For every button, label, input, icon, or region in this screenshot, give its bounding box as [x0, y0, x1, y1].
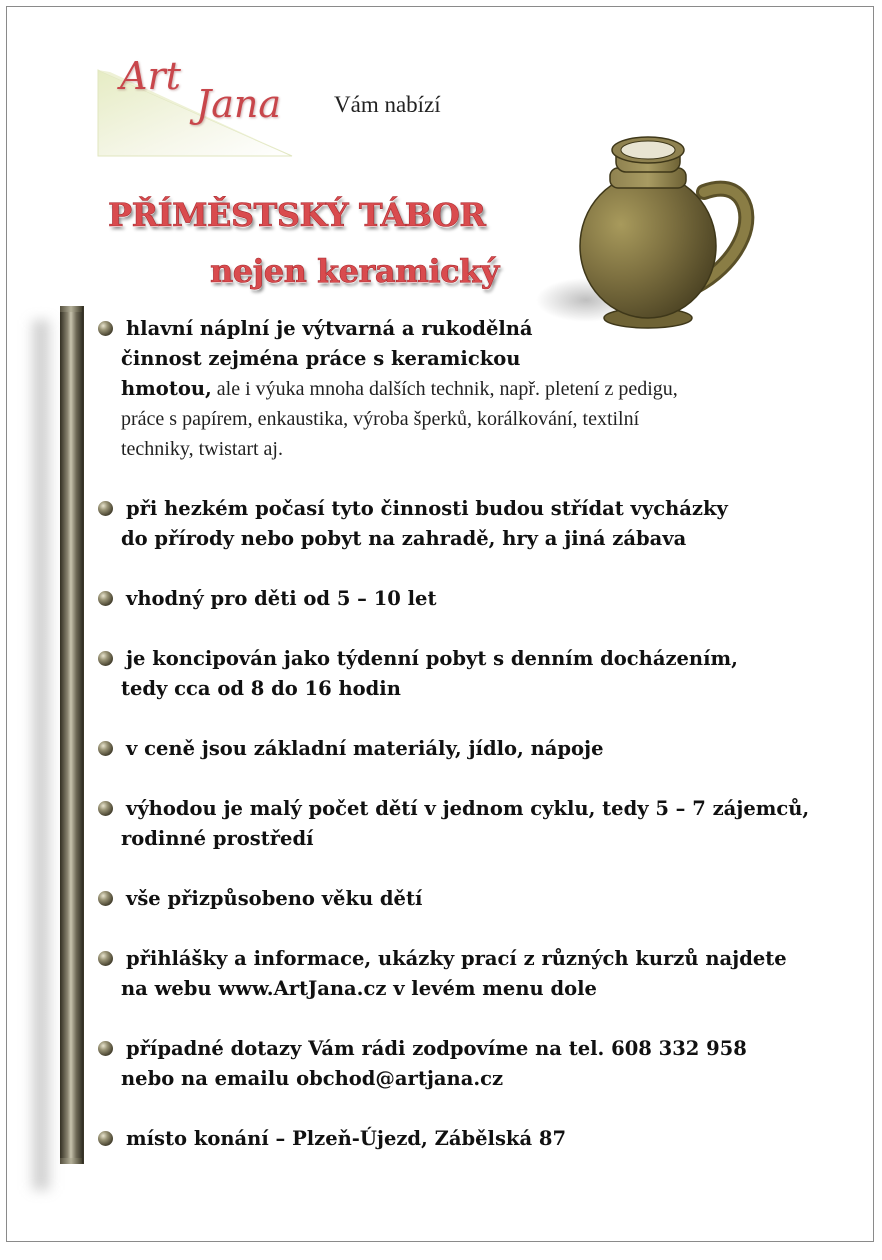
- item-line: místo konání – Plzeň-Újezd, Zábělská 87: [126, 1127, 567, 1150]
- item-line: práce s papírem, enkaustika, výroba šperků, korálkování, textilní: [121, 408, 640, 430]
- bullet-icon: [98, 891, 113, 906]
- bullet-icon: [98, 501, 113, 516]
- bullet-icon: [98, 951, 113, 966]
- item-line: hlavní náplní je výtvarná a rukodělná: [126, 317, 533, 340]
- item-line: vše přizpůsobeno věku dětí: [126, 887, 423, 910]
- bar-shadow: [28, 320, 54, 1190]
- offers-text: Vám nabízí: [334, 92, 441, 117]
- item-line: výhodou je malý počet dětí v jednom cyklu, tedy 5 – 7 zájemců,: [126, 797, 810, 820]
- item-line-bold: hmotou,: [121, 377, 212, 400]
- item-line: tedy cca od 8 do 16 hodin: [121, 677, 401, 700]
- item-line: na webu www.ArtJana.cz v levém menu dole: [121, 977, 597, 1000]
- item-line-plain: ale i výuka mnoha dalších technik, např. pletení z pedigu,: [211, 378, 678, 400]
- logo: [96, 52, 296, 162]
- bullet-icon: [98, 801, 113, 816]
- bullet-icon: [98, 1131, 113, 1146]
- title-line-2: nejen keramický: [210, 252, 499, 290]
- title-line-1: PŘÍMĚSTSKÝ TÁBOR: [108, 196, 486, 234]
- bullet-icon: [98, 591, 113, 606]
- logo-jana-text: Jana: [196, 82, 282, 126]
- bullet-icon: [98, 741, 113, 756]
- logo-art-text: Art: [120, 54, 181, 98]
- item-line: [121, 374, 678, 404]
- item-line: rodinné prostředí: [121, 827, 314, 850]
- item-line: přihlášky a informace, ukázky prací z různých kurzů najdete: [126, 947, 787, 970]
- item-line: vhodný pro děti od 5 – 10 let: [126, 587, 437, 610]
- item-line: činnost zejména práce s keramickou: [121, 347, 521, 370]
- bullet-icon: [98, 651, 113, 666]
- item-line: nebo na emailu obchod@artjana.cz: [121, 1067, 504, 1090]
- item-line: je koncipován jako týdenní pobyt s denním docházením,: [126, 647, 738, 670]
- vertical-bar: [60, 306, 84, 1164]
- item-line: při hezkém počasí tyto činnosti budou střídat vycházky: [126, 497, 728, 520]
- bullet-icon: [98, 321, 113, 336]
- item-line: v ceně jsou základní materiály, jídlo, nápoje: [126, 737, 604, 760]
- bullet-icon: [98, 1041, 113, 1056]
- item-line: techniky, twistart aj.: [121, 438, 283, 460]
- vase-icon: [536, 128, 756, 342]
- item-line: případné dotazy Vám rádi zodpovíme na tel. 608 332 958: [126, 1037, 747, 1060]
- item-line: do přírody nebo pobyt na zahradě, hry a jiná zábava: [121, 527, 687, 550]
